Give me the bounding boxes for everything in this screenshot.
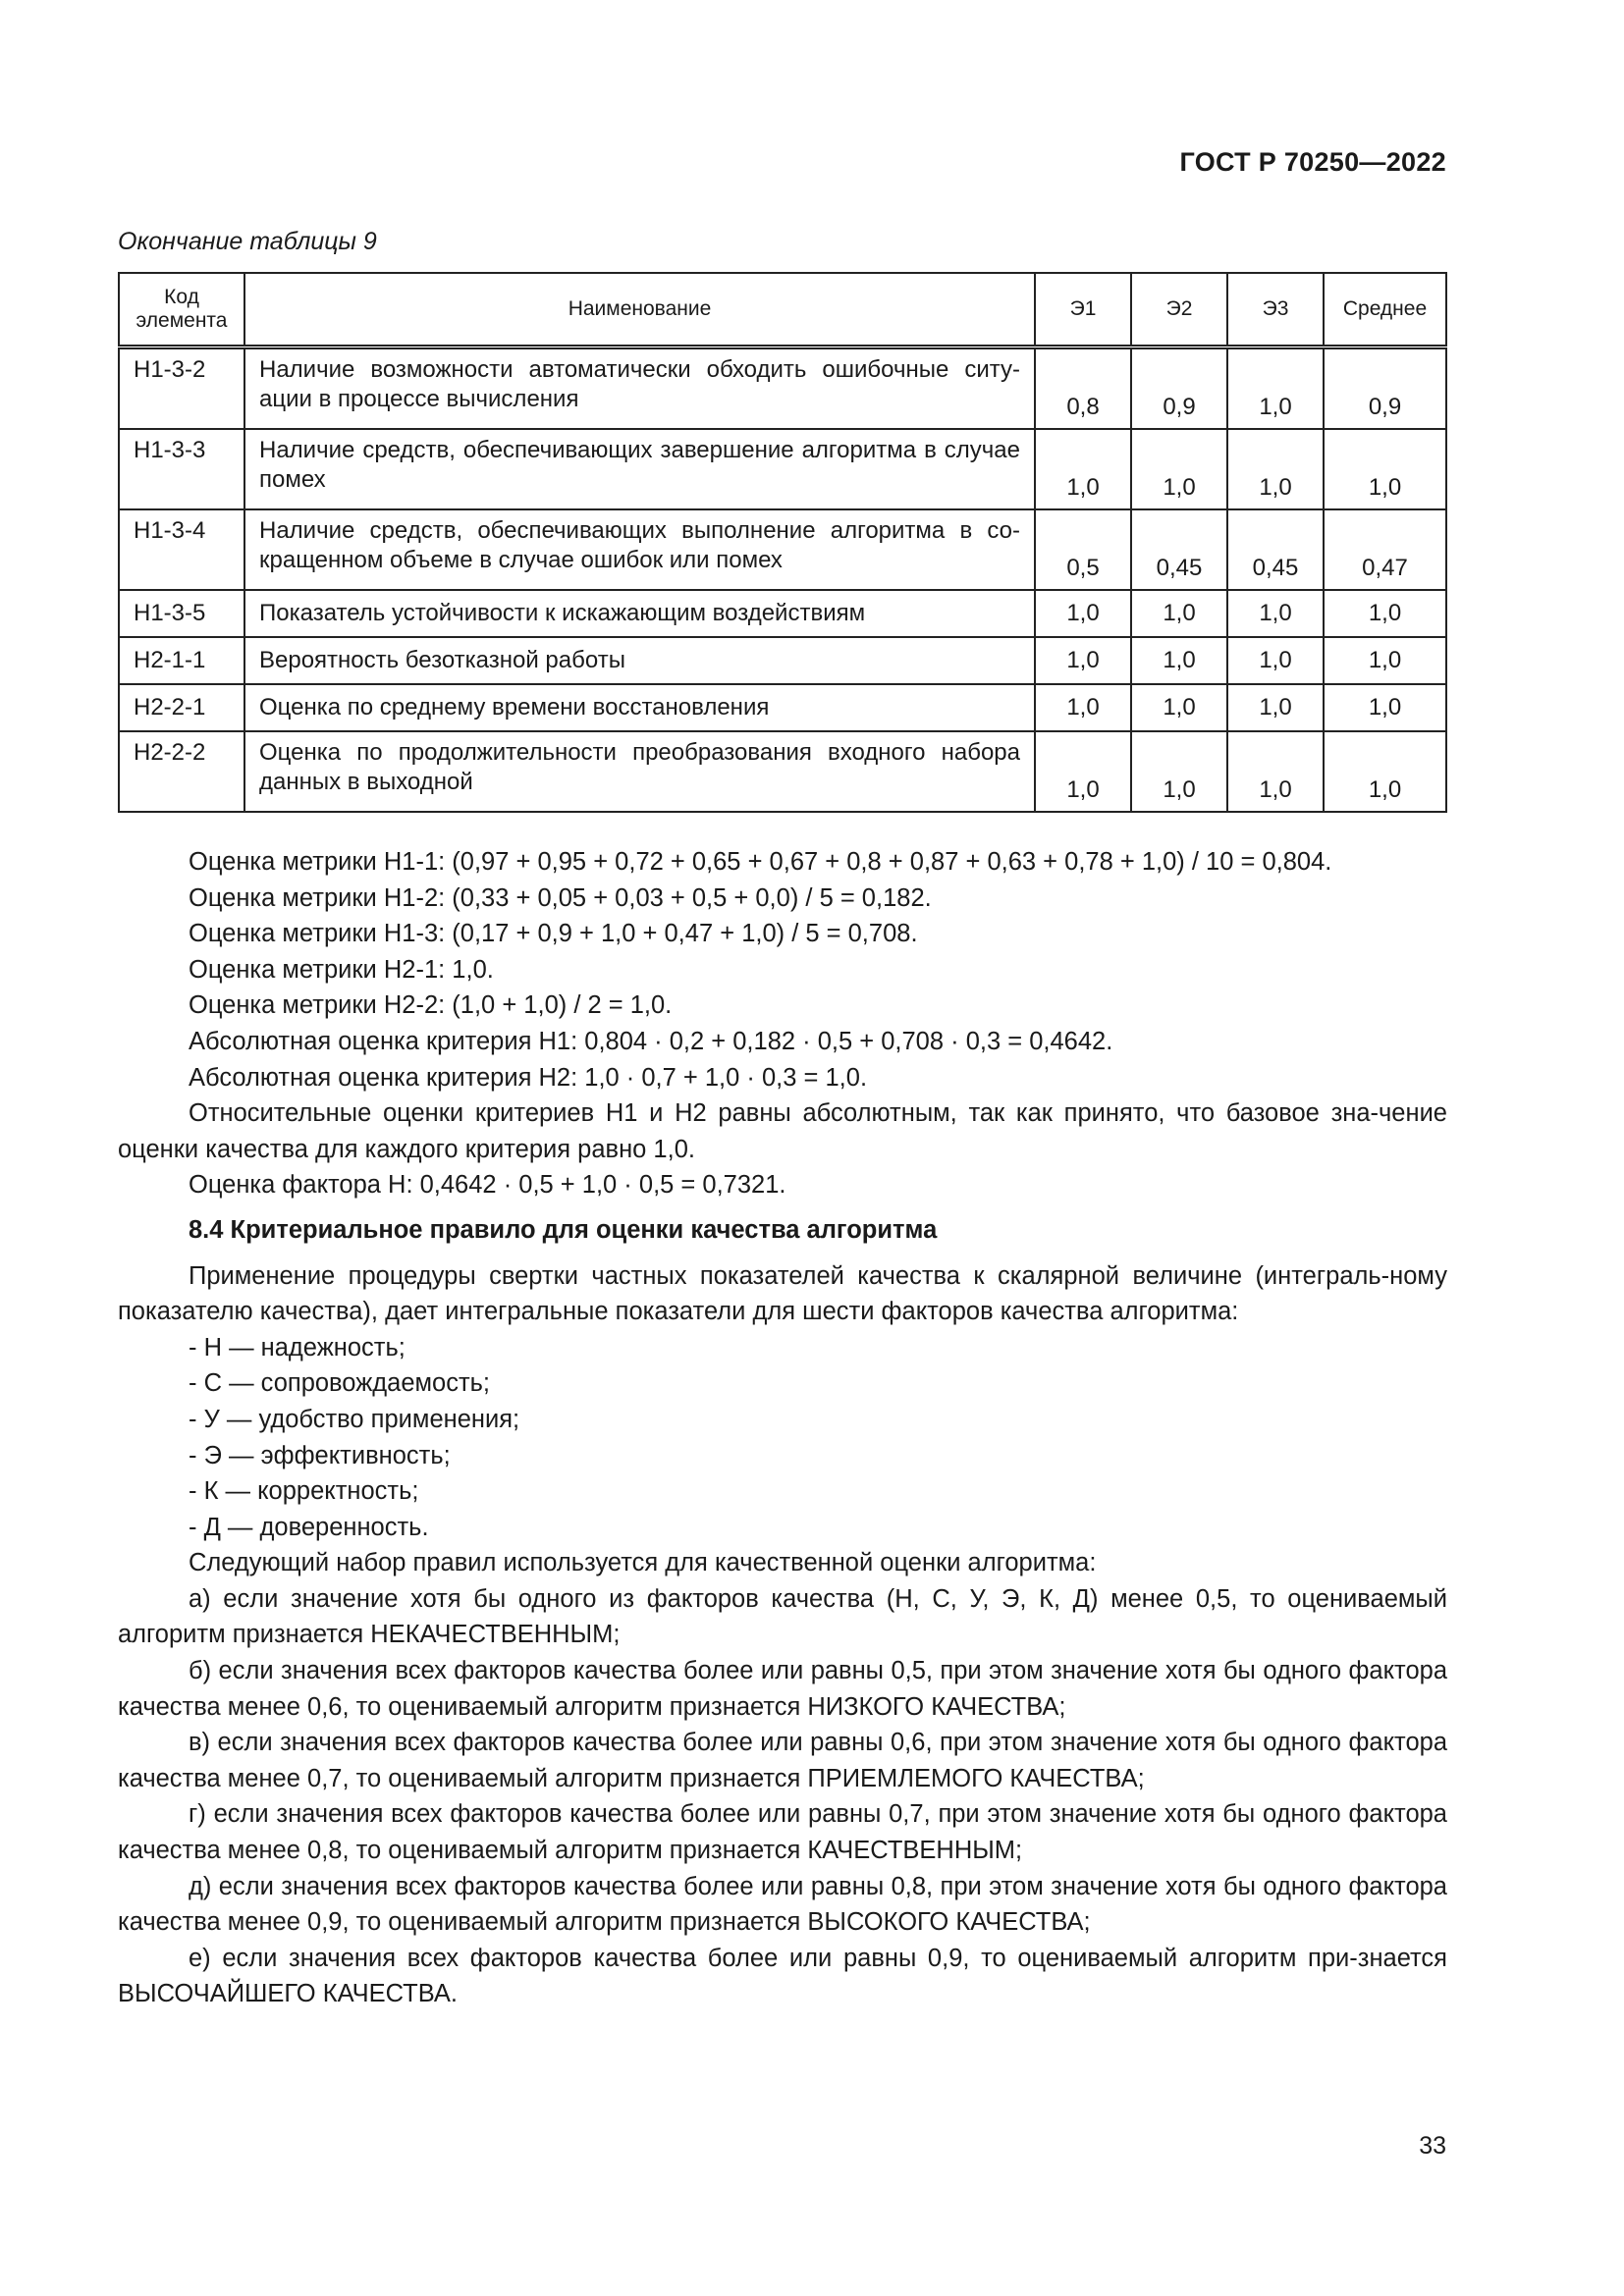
cell-name: Показатель устойчивости к искажающим воздействиям xyxy=(244,590,1035,637)
metrics-table xyxy=(118,272,1447,813)
factor-list-item: - Э — эффективность; xyxy=(189,1441,451,1469)
cell-e2: 1,0 xyxy=(1131,684,1227,731)
cell-e1: 0,8 xyxy=(1035,347,1131,430)
cell-average: 1,0 xyxy=(1324,731,1446,812)
column-header-e3: Э3 xyxy=(1227,273,1324,347)
rule-item: в) если значения всех факторов качества более или равны 0,6, при этом значение хотя бы одного фактора качества менее 0,7, то оцениваемый алгоритм признается ПРИЕМЛЕМОГО КАЧЕСТВА; xyxy=(118,1729,1447,1792)
cell-name: Оценка по продолжительности преобразования входного набора данных в выходной xyxy=(244,731,1035,812)
calc-line: Оценка метрики Н2-2: (1,0 + 1,0) / 2 = 1,0. xyxy=(189,991,673,1020)
cell-average: 1,0 xyxy=(1324,590,1446,637)
cell-e3: 1,0 xyxy=(1227,684,1324,731)
factor-list-item: - Н — надежность; xyxy=(189,1333,406,1362)
cell-e3: 1,0 xyxy=(1227,590,1324,637)
cell-e1: 1,0 xyxy=(1035,590,1131,637)
rule-item: е) если значения всех факторов качества более или равны 0,9, то оцениваемый алгоритм при-знается ВЫСОЧАЙШЕГО КАЧЕСТВА. xyxy=(118,1944,1447,2008)
cell-code: Н1-3-2 xyxy=(119,347,244,430)
section-heading: 8.4 Критериальное правило для оценки качества алгоритма xyxy=(189,1215,938,1244)
cell-e3: 0,45 xyxy=(1227,509,1324,590)
rule-item: а) если значение хотя бы одного из факторов качества (Н, С, У, Э, К, Д) менее 0,5, то оцениваемый алгоритм признается НЕКАЧЕСТВЕННЫМ; xyxy=(118,1584,1447,1649)
cell-e2: 1,0 xyxy=(1131,590,1227,637)
cell-e2: 1,0 xyxy=(1131,731,1227,812)
factor-list-item: - С — сопровождаемость; xyxy=(189,1369,491,1398)
cell-e3: 1,0 xyxy=(1227,637,1324,684)
calc-line: Оценка фактора Н: 0,4642 · 0,5 + 1,0 · 0,5 = 0,7321. xyxy=(189,1171,786,1200)
table-row xyxy=(119,347,1446,430)
factor-list-item: - Д — доверенность. xyxy=(189,1513,429,1541)
calc-line: Абсолютная оценка критерия Н2: 1,0 · 0,7 + 1,0 · 0,3 = 1,0. xyxy=(189,1063,868,1092)
calc-line: Абсолютная оценка критерия Н1: 0,804 · 0,2 + 0,182 · 0,5 + 0,708 · 0,3 = 0,4642. xyxy=(189,1027,1113,1055)
cell-name: Вероятность безотказной работы xyxy=(244,637,1035,684)
cell-name: Наличие средств, обеспечивающих выполнение алгоритма в со-кращенном объеме в случае ошибок или помех xyxy=(244,509,1035,590)
factor-list-item: - К — корректность; xyxy=(189,1477,419,1506)
cell-e1: 1,0 xyxy=(1035,731,1131,812)
table-row xyxy=(119,429,1446,509)
cell-e3: 1,0 xyxy=(1227,731,1324,812)
rule-item: д) если значения всех факторов качества более или равны 0,8, при этом значение хотя бы одного фактора качества менее 0,9, то оцениваемый алгоритм признается ВЫСОКОГО КАЧЕСТВА; xyxy=(118,1872,1447,1937)
page-number: 33 xyxy=(1419,2132,1446,2160)
cell-e1: 0,5 xyxy=(1035,509,1131,590)
table-header-row xyxy=(119,273,1446,347)
rules-intro: Следующий набор правил используется для качественной оценки алгоритма: xyxy=(189,1549,1097,1577)
cell-e2: 1,0 xyxy=(1131,429,1227,509)
cell-e1: 1,0 xyxy=(1035,684,1131,731)
cell-e1: 1,0 xyxy=(1035,637,1131,684)
table-caption: Окончание таблицы 9 xyxy=(118,228,377,255)
cell-average: 0,47 xyxy=(1324,509,1446,590)
table-row xyxy=(119,637,1446,684)
calc-line: Оценка метрики Н1-2: (0,33 + 0,05 + 0,03 + 0,5 + 0,0) / 5 = 0,182. xyxy=(189,883,932,912)
rule-item: б) если значения всех факторов качества более или равны 0,5, при этом значение хотя бы одного фактора качества менее 0,6, то оцениваемый алгоритм признается НИЗКОГО КАЧЕСТВА; xyxy=(118,1657,1447,1721)
calc-line: Оценка метрики Н1-1: (0,97 + 0,95 + 0,72 + 0,65 + 0,67 + 0,8 + 0,87 + 0,63 + 0,78 + 1,0) / 10 = 0,804. xyxy=(189,848,1332,876)
document-id-header: ГОСТ Р 70250—2022 xyxy=(1179,147,1446,177)
cell-e3: 1,0 xyxy=(1227,347,1324,430)
cell-e2: 1,0 xyxy=(1131,637,1227,684)
cell-code: Н1-3-3 xyxy=(119,429,244,509)
cell-e2: 0,9 xyxy=(1131,347,1227,430)
rule-item: г) если значения всех факторов качества более или равны 0,7, при этом значение хотя бы одного фактора качества менее 0,8, то оцениваемый алгоритм признается КАЧЕСТВЕННЫМ; xyxy=(118,1800,1447,1865)
cell-code: Н2-1-1 xyxy=(119,637,244,684)
cell-average: 1,0 xyxy=(1324,684,1446,731)
cell-e1: 1,0 xyxy=(1035,429,1131,509)
cell-e2: 0,45 xyxy=(1131,509,1227,590)
column-header-e1: Э1 xyxy=(1035,273,1131,347)
cell-code: Н1-3-5 xyxy=(119,590,244,637)
cell-name: Наличие средств, обеспечивающих завершение алгоритма в случае помех xyxy=(244,429,1035,509)
column-header-code: Код элемента xyxy=(119,273,244,347)
calc-line: Оценка метрики Н1-3: (0,17 + 0,9 + 1,0 + 0,47 + 1,0) / 5 = 0,708. xyxy=(189,920,918,948)
cell-code: Н2-2-2 xyxy=(119,731,244,812)
body-text xyxy=(118,844,1447,2012)
cell-average: 0,9 xyxy=(1324,347,1446,430)
section-intro-paragraph: Применение процедуры свертки частных показателей качества к скалярной величине (интеграль-ному показателю качества), дает интегральные показатели для шести факторов качества алгоритма: xyxy=(118,1261,1447,1326)
table-row xyxy=(119,684,1446,731)
cell-average: 1,0 xyxy=(1324,637,1446,684)
factor-list-item: - У — удобство применения; xyxy=(189,1405,520,1433)
cell-code: Н2-2-1 xyxy=(119,684,244,731)
calc-line: Оценка метрики Н2-1: 1,0. xyxy=(189,955,494,984)
table-row xyxy=(119,731,1446,812)
cell-average: 1,0 xyxy=(1324,429,1446,509)
column-header-e2: Э2 xyxy=(1131,273,1227,347)
column-header-name: Наименование xyxy=(244,273,1035,347)
column-header-average: Среднее xyxy=(1324,273,1446,347)
calc-paragraph: Относительные оценки критериев Н1 и Н2 равны абсолютным, так как принято, что базовое зна-чение оценки качества для каждого критерия равно 1,0. xyxy=(118,1099,1447,1163)
cell-name: Наличие возможности автоматически обходить ошибочные ситу-ации в процессе вычисления xyxy=(244,347,1035,430)
cell-e3: 1,0 xyxy=(1227,429,1324,509)
table-row xyxy=(119,509,1446,590)
cell-name: Оценка по среднему времени восстановления xyxy=(244,684,1035,731)
table-row xyxy=(119,590,1446,637)
cell-code: Н1-3-4 xyxy=(119,509,244,590)
